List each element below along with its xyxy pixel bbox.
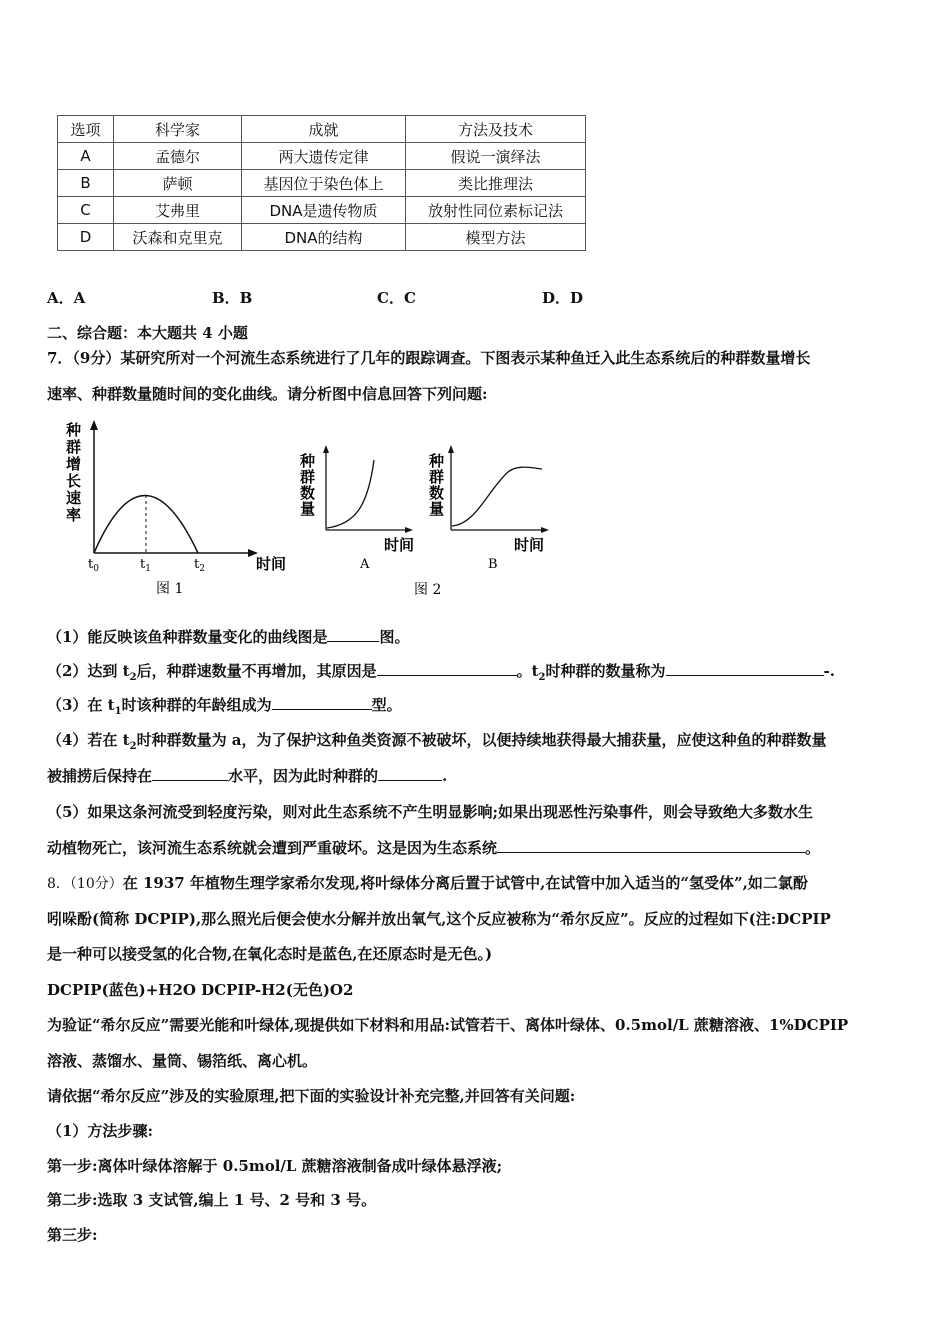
table-cell: C	[58, 197, 114, 224]
fig1-t1-label: $t_1$	[140, 557, 151, 574]
options-table	[57, 115, 586, 251]
table-header-cell: 成就	[242, 116, 406, 143]
q7-sub2	[47, 660, 835, 683]
q7-sub2-text: 后，种群速数量不再增加，其原因是	[136, 662, 377, 680]
q7-sub4-text: 水平，因为此时种群的	[228, 767, 379, 785]
answer-blank[interactable]	[666, 660, 824, 676]
fig2a-ylabel	[299, 452, 315, 518]
answer-blank[interactable]	[378, 765, 442, 781]
subscript: 2	[538, 672, 546, 683]
q7-sub3	[47, 694, 402, 717]
table-cell: DNA的结构	[242, 224, 406, 251]
fig1-ylabel-char: 增	[66, 455, 82, 473]
q8-line11: 第三步:	[47, 1226, 98, 1244]
answer-blank[interactable]	[152, 765, 228, 781]
choice-a[interactable]: A．A	[47, 289, 86, 307]
fig2-caption: 图 2	[414, 582, 442, 598]
table-cell: 萨顿	[114, 170, 242, 197]
q7-sub2-text: 。t	[516, 662, 539, 680]
q7-sub3-tail: 型。	[371, 696, 402, 714]
fig1-ylabel-char: 种	[66, 421, 82, 439]
q7-sub5-line2	[47, 837, 820, 858]
answer-blank[interactable]	[327, 626, 379, 642]
figure-2	[296, 440, 566, 600]
fig1-caption: 图 1	[156, 581, 184, 597]
table-header-cell: 科学家	[114, 116, 242, 143]
q7-sub4-text: （4）若在 t	[47, 731, 130, 749]
fig2a-curve	[327, 460, 374, 528]
table-cell: D	[58, 224, 114, 251]
fig1-t2-label: $t_2$	[194, 557, 205, 574]
q7-sub4-tail: .	[442, 767, 448, 785]
table-cell: 孟德尔	[114, 143, 242, 170]
fig2b-ylabel	[428, 452, 444, 518]
q8-line8: （1）方法步骤:	[47, 1122, 153, 1140]
q7-sub4-line1	[47, 729, 827, 752]
answer-blank[interactable]	[497, 837, 805, 853]
table-cell: 基因位于染色体上	[242, 170, 406, 197]
q8-number: 8．（10分）	[47, 876, 123, 892]
table-cell: 两大遗传定律	[242, 143, 406, 170]
fig2a-y-arrow-icon	[323, 445, 329, 453]
q8-line7: 请依据“希尔反应”涉及的实验原理,把下面的实验设计补充完整,并回答有关问题:	[47, 1087, 576, 1105]
q7-sub2-text: 时种群的数量称为	[545, 662, 666, 680]
fig1-ylabel-char: 率	[66, 506, 82, 524]
fig2a-label: A	[360, 557, 370, 572]
fig2a-x-arrow-icon	[405, 527, 413, 533]
table-row	[58, 143, 586, 170]
q8-line2: 吲哚酚(简称 DCPIP),那么照光后便会使水分解并放出氧气,这个反应被称为“希尔反应”。反应的过程如下(注:DCPIP	[47, 910, 831, 928]
q7-sub2-text: （2）达到 t	[47, 662, 130, 680]
fig2b-ylabel-char: 数	[429, 484, 445, 502]
choice-d[interactable]: D．D	[542, 289, 584, 307]
table-cell: B	[58, 170, 114, 197]
q7-intro-line1: 7．（9分）某研究所对一个河流生态系统进行了几年的跟踪调查。下图表示某种鱼迁入此生态系统后的种群数量增长	[47, 349, 811, 367]
table-row	[58, 170, 586, 197]
fig2b-ylabel-char: 量	[429, 500, 445, 518]
fig2b-xlabel: 时间	[514, 536, 545, 554]
q8-text: 在 1937 年植物生理学家希尔发现,将叶绿体分离后置于试管中,在试管中加入适当的“氢受体”,如二氯酚	[122, 874, 808, 892]
table-cell: 假说一演绎法	[406, 143, 586, 170]
q7-sub1-tail: 图。	[379, 628, 410, 646]
fig2a-ylabel-char: 数	[300, 484, 316, 502]
fig2a-ylabel-char: 量	[300, 500, 316, 518]
answer-blank[interactable]	[272, 694, 372, 710]
q7-sub1-text: （1）能反映该鱼种群数量变化的曲线图是	[47, 628, 328, 646]
table-cell: 沃森和克里克	[114, 224, 242, 251]
q7-sub3-text: 时该种群的年龄组成为	[121, 696, 272, 714]
answer-blank[interactable]	[377, 660, 517, 676]
subscript: 2	[129, 672, 137, 683]
q8-line4: DCPIP(蓝色)+H2O DCPIP-H2(无色)O2	[47, 981, 354, 999]
fig2a-xlabel: 时间	[384, 536, 415, 554]
q7-sub4-text: 被捕捞后保持在	[47, 767, 153, 785]
q8-line9: 第一步:离体叶绿体溶解于 0.5mol/L 蔗糖溶液制备成叶绿体悬浮液;	[47, 1157, 503, 1175]
q8-line3: 是一种可以接受氢的化合物,在氧化态时是蓝色,在还原态时是无色。)	[47, 945, 493, 963]
q7-sub3-text: （3）在 t	[47, 696, 115, 714]
q8-line1	[47, 872, 808, 893]
table-header-cell: 方法及技术	[406, 116, 586, 143]
section-heading: 二、综合题：本大题共 4 小题	[47, 324, 248, 342]
table-row	[58, 224, 586, 251]
table-cell: A	[58, 143, 114, 170]
fig2a-ylabel-char: 种	[300, 452, 316, 470]
subscript: 1	[114, 706, 122, 717]
q7-intro-line2: 速率、种群数量随时间的变化曲线。请分析图中信息回答下列问题:	[47, 385, 488, 403]
subscript: 2	[129, 741, 137, 752]
q8-line6: 溶液、蒸馏水、量筒、锡箔纸、离心机。	[47, 1052, 318, 1070]
fig1-t0-label: $t_0$	[88, 557, 99, 574]
q8-line5: 为验证“希尔反应”需要光能和叶绿体,现提供如下材料和用品:试管若干、离体叶绿体、0.5mol/L 蔗糖溶液、1%DCPIP	[47, 1016, 849, 1034]
table-cell: 放射性同位素标记法	[406, 197, 586, 224]
table-header-cell: 选项	[58, 116, 114, 143]
choice-c[interactable]: C．C	[377, 289, 416, 307]
fig2b-curve	[452, 467, 542, 526]
fig2a-ylabel-char: 群	[300, 468, 316, 486]
fig1-y-arrow-icon	[90, 420, 98, 430]
q7-sub4-line2	[47, 765, 447, 786]
fig1-ylabel	[65, 421, 81, 524]
q7-sub5-tail: 。	[805, 839, 821, 857]
q7-sub2-tail: -.	[823, 662, 835, 680]
fig1-ylabel-char: 速	[66, 489, 82, 507]
q8-line10: 第二步:选取 3 支试管,编上 1 号、2 号和 3 号。	[47, 1191, 377, 1209]
fig2b-x-arrow-icon	[541, 527, 549, 533]
fig1-ylabel-char: 群	[66, 438, 82, 456]
fig2b-label: B	[488, 557, 498, 572]
table-row	[58, 197, 586, 224]
fig2b-ylabel-char: 种	[429, 452, 445, 470]
table-cell: 类比推理法	[406, 170, 586, 197]
figure-1	[60, 418, 300, 603]
fig2b-y-arrow-icon	[448, 445, 454, 453]
fig2b-ylabel-char: 群	[429, 468, 445, 486]
q7-sub4-text: 时种群数量为 a，为了保护这种鱼类资源不被破坏，以便持续地获得最大捕获量，应使这种鱼的种群数量	[136, 731, 827, 749]
table-cell: 模型方法	[406, 224, 586, 251]
table-cell: 艾弗里	[114, 197, 242, 224]
table-header-row	[58, 116, 586, 143]
choice-b[interactable]: B．B	[212, 289, 253, 307]
fig1-ylabel-char: 长	[66, 472, 82, 490]
q7-sub5-line1: （5）如果这条河流受到轻度污染，则对此生态系统不产生明显影响;如果出现恶性污染事件，则会导致绝大多数水生	[47, 803, 813, 821]
q7-sub5-text: 动植物死亡，该河流生态系统就会遭到严重破坏。这是因为生态系统	[47, 839, 498, 857]
fig1-xlabel: 时间	[256, 555, 287, 573]
q7-sub1	[47, 626, 409, 647]
table-cell: DNA是遗传物质	[242, 197, 406, 224]
